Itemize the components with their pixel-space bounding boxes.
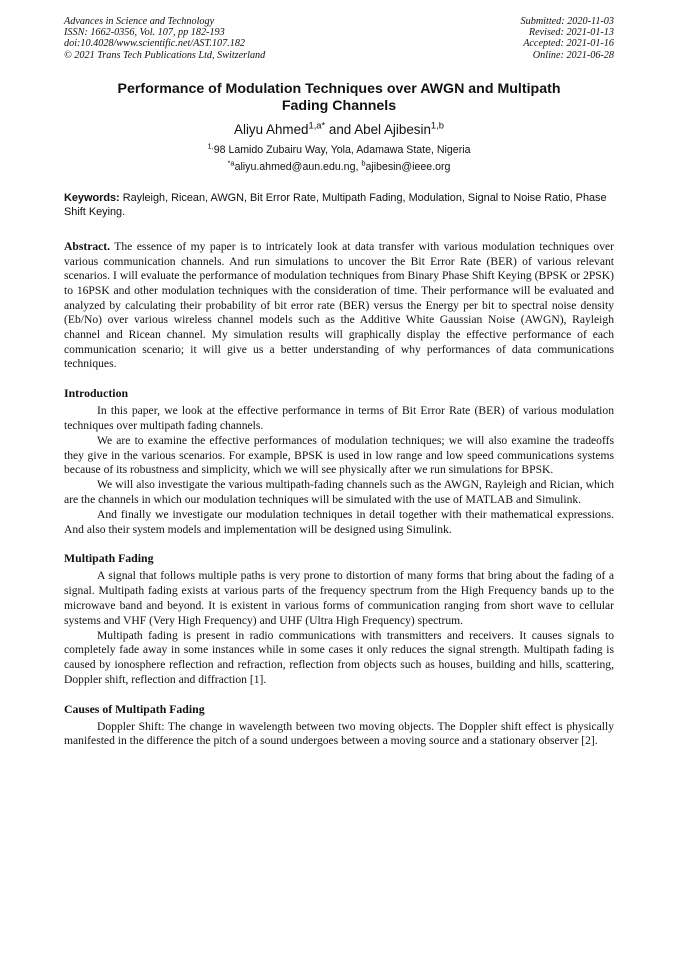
- author-2-affiliation-mark: 1,b: [430, 120, 444, 131]
- keywords-label: Keywords:: [64, 191, 120, 204]
- abstract-label: Abstract.: [64, 239, 111, 253]
- date-accepted: Accepted: 2021-01-16: [523, 38, 614, 50]
- author-conjunction: and: [325, 121, 355, 137]
- publication-dates: [521, 16, 614, 61]
- affiliation-mark: 1,: [207, 141, 214, 151]
- author-emails: [64, 158, 614, 173]
- affiliation-address: 98 Lamido Zubairu Way, Yola, Adamawa State, Nigeria: [213, 143, 471, 156]
- email-2-mark: b: [361, 158, 366, 168]
- author-name-2: Abel Ajibesin: [354, 121, 431, 137]
- journal-header: [64, 16, 614, 61]
- section-heading-causes: Causes of Multipath Fading: [64, 701, 205, 716]
- journal-info: [64, 16, 265, 61]
- section-heading-introduction: Introduction: [64, 386, 129, 401]
- email-2[interactable]: ajibesin@ieee.org: [365, 160, 451, 173]
- keywords-block: [64, 191, 614, 219]
- multipath-paragraph-1: A signal that follows multiple paths is very prone to distortion of many forms that bring about the fading of a signal. Multipath fading exists at various parts of the frequency spectrum from the High Frequency bands up to the microwave band and beyond. It is existent in various forms of communication ranging from short wave to cellular systems and VHF (Very High Frequency) and UHF (Ultra High Frequency) spectrum.: [64, 569, 614, 627]
- intro-paragraph-2: We are to examine the effective performances of modulation techniques; we will also examine the tradeoffs they give in the various scenarios. For example, BPSK is used in low range and low speed communications systems because of its robustness and simplicity, which we will see physically after we run simulations for BPSK.: [64, 433, 614, 477]
- abstract-block: [64, 240, 614, 372]
- author-list: [64, 122, 614, 137]
- causes-paragraph-1: Doppler Shift: The change in wavelength between two moving objects. The Doppler shift effect is physically manifested in the difference the pitch of a sound undergoes between a moving source and a stationary observer [2].: [64, 719, 614, 748]
- author-name-1: Aliyu Ahmed: [234, 121, 309, 137]
- abstract-text: The essence of my paper is to intricately look at data transfer with various modulation techniques over various communication channels. And run simulations to uncover the Bit Error Rate (BER) of various relevant scenarios. I will evaluate the performance of modulation techniques from Binary Phase Shift Keying (BPSK or 2PSK) to 16PSK and other modulation techniques with the consideration of time. Their performance will be evaluated and analyzed by calculating their probability of bit error rate (BER) versus the Energy per bit to spectral noise density (Eb/No) over various wireless channel models such as the Additive White Gaussian Noise (AWGN), Rayleigh channel and Ricean channel. My simulation results will graphically display the effective performance of each communication scenario; it will give us a better understanding of why performances of data communications techniques.: [64, 239, 614, 371]
- intro-paragraph-4: And finally we investigate our modulation techniques in detail together with their mathematical expressions. And also their system models and implementation will be designed using Simulink.: [64, 507, 614, 536]
- date-submitted: Submitted: 2020-11-03: [520, 16, 614, 27]
- paper-title-line2: Fading Channels: [281, 98, 397, 115]
- journal-name: Advances in Science and Technology: [64, 16, 215, 27]
- intro-paragraph-3: We will also investigate the various multipath-fading channels such as the AWGN, Rayleigh and Rician, which are the channels in which our modulation techniques will be simulated with the use of MATLAB and Simulink.: [64, 478, 614, 506]
- intro-paragraph-1: In this paper, we look at the effective performance in terms of Bit Error Rate (BER) of various modulation techniques over multipath fading channels.: [64, 404, 614, 432]
- section-heading-multipath-fading: Multipath Fading: [64, 551, 154, 566]
- email-1[interactable]: aliyu.ahmed@aun.edu.ng,: [234, 160, 362, 173]
- date-online: Online: 2021-06-28: [532, 49, 614, 61]
- multipath-paragraph-2: Multipath fading is present in radio communications with transmitters and receivers. It causes signals to completely fade away in some instances while in some cases it only reduces the signal strength. Multipath fading is caused by ionosphere reflection and refraction, reflection from objects such as houses, building and hills, scattering, Doppler shift, reflection and diffraction [1].: [64, 628, 614, 686]
- journal-doi[interactable]: doi:10.4028/www.scientific.net/AST.107.182: [64, 38, 246, 50]
- affiliation: [64, 141, 614, 156]
- author-1-affiliation-mark: 1,a*: [308, 120, 326, 131]
- date-revised: Revised: 2021-01-13: [528, 27, 614, 39]
- paper-title-line1: Performance of Modulation Techniques over AWGN and Multipath: [117, 80, 561, 97]
- keywords-text: Rayleigh, Ricean, AWGN, Bit Error Rate, Multipath Fading, Modulation, Signal to Noise Ratio, Phase Shift Keying.: [64, 191, 607, 218]
- journal-issn: ISSN: 1662-0356, Vol. 107, pp 182-193: [64, 27, 225, 39]
- paper-title: [64, 81, 614, 116]
- journal-copyright: © 2021 Trans Tech Publications Ltd, Switzerland: [64, 49, 266, 61]
- email-1-mark: *a: [227, 158, 235, 168]
